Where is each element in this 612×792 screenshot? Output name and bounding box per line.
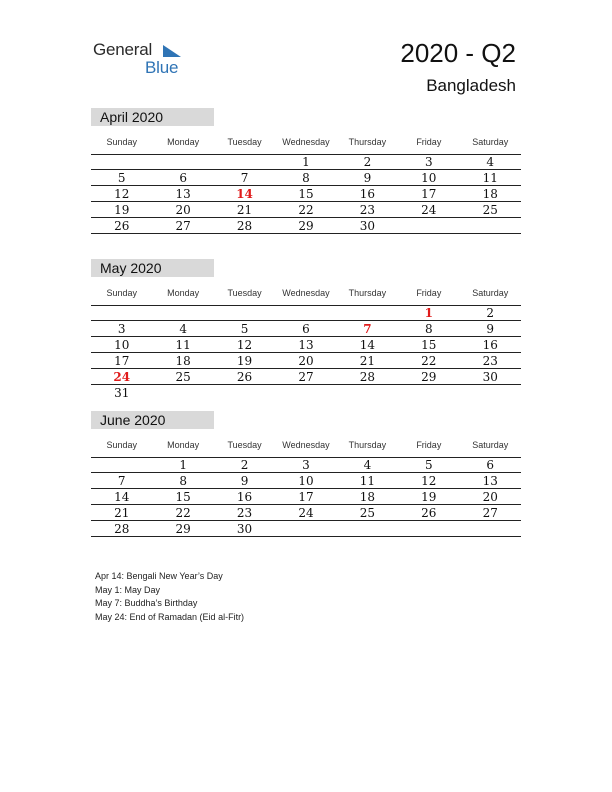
week-row [91,489,521,505]
weekday-label: Friday [416,440,442,450]
day-cell: 28 [236,218,253,233]
day-cell: 26 [114,218,130,233]
day-cell: 6 [486,458,495,472]
week-row [91,305,521,321]
day-cell: 29 [421,369,437,384]
logo-text-general: General [93,40,153,59]
weekday-label: Friday [416,288,442,298]
day-cell: 2 [486,306,495,320]
weekday-label: Friday [416,137,442,147]
day-cell: 8 [179,473,187,488]
weekday-label: Saturday [472,137,509,147]
week-row [91,170,521,186]
day-cell: 27 [298,369,314,384]
month-block [91,411,521,537]
week-row [91,202,521,218]
day-cell: 18 [482,186,498,201]
day-cell: 12 [114,186,130,201]
day-cell: 10 [114,337,130,352]
week-row [91,369,521,385]
day-cell: 31 [114,386,130,400]
day-cell: 20 [482,489,498,504]
day-cell: 21 [114,505,130,520]
month-block [91,259,521,401]
day-cell: 4 [486,155,495,169]
weekday-label: Thursday [348,288,387,298]
day-cell: 11 [175,337,191,352]
brand-logo [93,40,193,80]
weekday-label: Saturday [472,440,509,450]
weekday-label: Tuesday [227,137,262,147]
day-cell: 22 [175,505,191,520]
week-row [91,321,521,337]
day-cell: 5 [117,170,126,185]
day-cell: 24 [421,202,437,217]
month-block [91,108,521,234]
weekday-label: Thursday [348,440,387,450]
holiday-note: May 24: End of Ramadan (Eid al-Fitr) [95,611,245,622]
day-cell: 10 [421,170,437,185]
weekday-label: Thursday [348,137,387,147]
day-cell: 6 [302,321,310,336]
week-row [91,521,521,537]
day-cell: 15 [175,489,191,504]
weekday-header-row [91,433,521,457]
day-cell: 5 [425,458,433,472]
day-cell: 12 [236,337,253,352]
weekday-header-row [91,130,521,154]
holiday-notes [95,570,244,624]
day-cell: 23 [482,353,498,368]
day-cell: 13 [298,337,314,352]
day-cell: 5 [240,321,249,336]
day-cell: 9 [363,170,372,185]
day-cell: 25 [359,505,376,520]
day-cell: 9 [240,473,249,488]
week-row [91,385,521,401]
day-cell: 14 [359,337,376,352]
week-row [91,154,521,170]
day-cell: 27 [175,218,191,233]
weekday-label: Monday [167,288,200,298]
day-cell: 11 [482,170,498,185]
day-cell: 17 [421,186,437,201]
day-cell: 26 [421,505,437,520]
day-cell: 20 [175,202,191,217]
day-cell: 28 [114,521,130,536]
week-row [91,218,521,234]
country-name: Bangladesh [426,76,516,95]
day-cell: 7 [117,473,126,488]
day-cell: 25 [482,202,498,217]
day-cell: 3 [302,458,310,472]
day-cell: 17 [298,489,314,504]
day-cell: 16 [359,186,376,201]
weekday-label: Wednesday [282,288,330,298]
day-cell: 1 [179,458,187,472]
day-cell: 21 [359,353,376,368]
day-cell: 11 [359,473,376,488]
weekday-label: Sunday [106,137,137,147]
day-cell: 19 [421,489,437,504]
day-cell: 13 [175,186,191,201]
day-cell: 21 [236,202,253,217]
week-row [91,353,521,369]
day-cell: 8 [425,321,433,336]
week-row [91,186,521,202]
day-cell: 19 [114,202,130,217]
month-title: May 2020 [91,259,214,277]
week-row [91,473,521,489]
day-cell: 18 [359,489,376,504]
day-cell: 14 [236,186,253,201]
day-cell: 15 [298,186,314,201]
weekday-label: Sunday [106,288,137,298]
day-cell: 22 [298,202,314,217]
day-cell: 24 [113,369,131,384]
day-cell: 3 [425,155,433,169]
day-cell: 4 [363,458,372,472]
day-cell: 30 [482,369,498,384]
day-cell: 29 [298,218,314,233]
week-row [91,505,521,521]
page-title: 2020 - Q2 [400,38,516,68]
holiday-note: May 1: May Day [95,584,161,595]
day-cell: 13 [482,473,498,488]
month-title: April 2020 [91,108,214,126]
day-cell: 2 [240,458,249,472]
holiday-note: May 7: Buddha’s Birthday [95,598,198,608]
day-cell: 16 [482,337,498,352]
day-cell: 30 [236,521,253,536]
day-cell: 12 [421,473,437,488]
day-cell: 30 [359,218,376,233]
day-cell: 20 [298,353,314,368]
day-cell: 7 [363,321,372,336]
day-cell: 23 [236,505,253,520]
day-cell: 8 [302,170,310,185]
weekday-label: Wednesday [282,440,330,450]
day-cell: 1 [424,306,433,320]
day-cell: 28 [359,369,376,384]
day-cell: 26 [236,369,253,384]
day-cell: 25 [175,369,191,384]
day-cell: 24 [298,505,314,520]
weekday-header-row [91,281,521,305]
day-cell: 6 [179,170,187,185]
day-cell: 2 [363,155,372,169]
weekday-label: Sunday [106,440,137,450]
day-cell: 14 [114,489,130,504]
holiday-note: Apr 14: Bengali New Year’s Day [95,571,223,581]
day-cell: 7 [240,170,249,185]
day-cell: 4 [179,321,187,336]
week-row [91,457,521,473]
day-cell: 1 [302,155,310,169]
day-cell: 10 [298,473,314,488]
day-cell: 17 [114,353,130,368]
day-cell: 29 [175,521,191,536]
day-cell: 9 [486,321,495,336]
logo-triangle-icon [161,43,183,59]
week-row [91,337,521,353]
day-cell: 19 [236,353,253,368]
day-cell: 3 [117,321,126,336]
weekday-label: Tuesday [227,440,262,450]
day-cell: 23 [359,202,376,217]
weekday-label: Wednesday [282,137,330,147]
day-cell: 27 [482,505,498,520]
weekday-label: Saturday [472,288,509,298]
day-cell: 22 [421,353,437,368]
day-cell: 18 [175,353,191,368]
day-cell: 16 [236,489,253,504]
weekday-label: Tuesday [227,288,262,298]
day-cell: 15 [421,337,437,352]
logo-text-blue: Blue [145,58,179,77]
weekday-label: Monday [167,137,200,147]
month-title: June 2020 [91,411,214,429]
weekday-label: Monday [167,440,200,450]
